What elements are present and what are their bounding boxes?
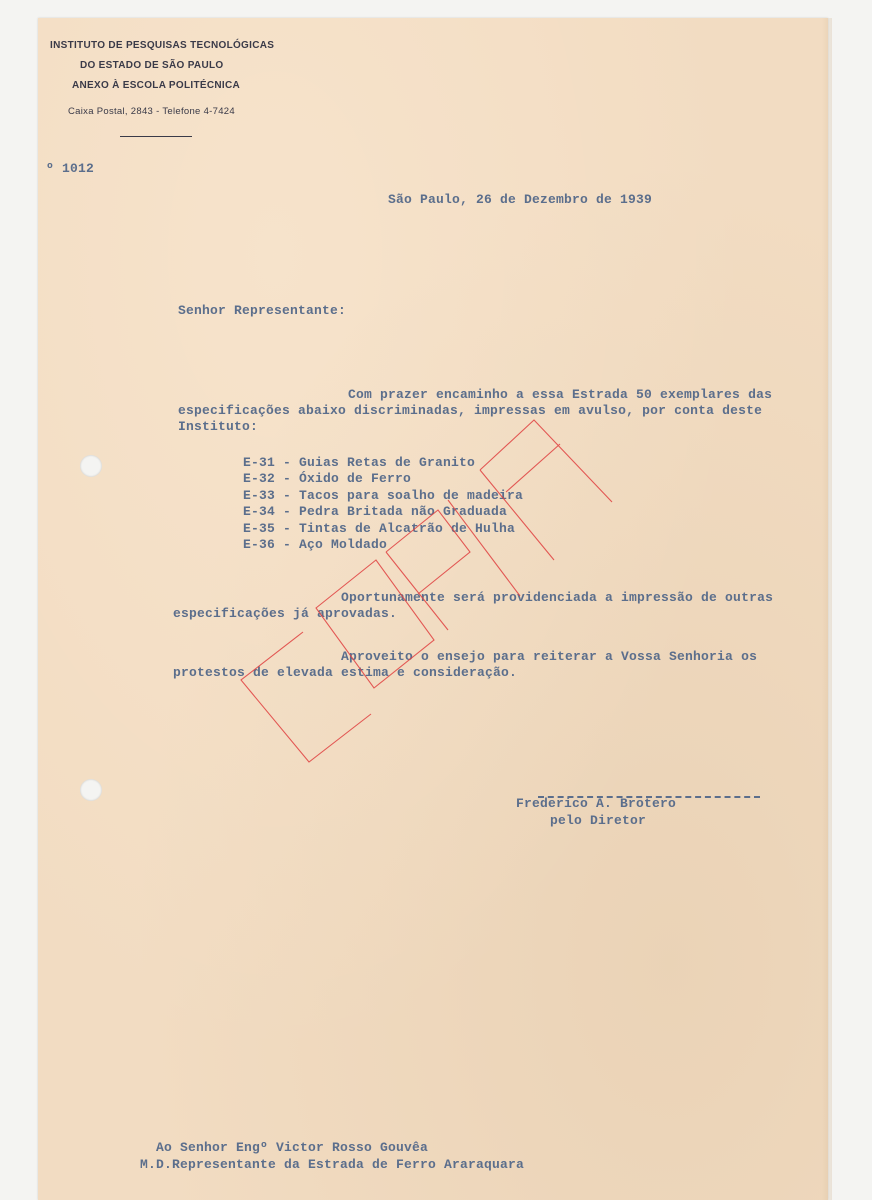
spec-item: E-34 - Pedra Britada não Graduada	[243, 504, 508, 519]
punch-hole	[80, 455, 102, 477]
salutation: Senhor Representante:	[178, 303, 347, 318]
spec-item: E-35 - Tintas de Alcatrão de Hulha	[243, 521, 516, 536]
addressee-line2: M.D.Representante da Estrada de Ferro Araraquara	[140, 1157, 525, 1172]
reference-number-row	[46, 161, 94, 177]
spec-item: E-36 - Aço Moldado	[243, 537, 388, 552]
paragraph2-line2: especificações já aprovadas.	[173, 606, 398, 621]
letter-date: São Paulo, 26 de Dezembro de 1939	[388, 192, 653, 207]
spec-item: E-31 - Guias Retas de Granito	[243, 455, 476, 470]
page-edge	[822, 18, 832, 1200]
paragraph1-line3: Instituto:	[178, 419, 259, 434]
punch-hole	[80, 779, 102, 801]
reference-mark: º	[46, 161, 63, 176]
signature-name: Frederico A. Brotero	[516, 796, 677, 811]
spec-item: E-32 - Óxido de Ferro	[243, 471, 412, 486]
spec-item: E-33 - Tacos para soalho de madeira	[243, 488, 524, 503]
paragraph3-line2: protestos de elevada estima e consideração.	[173, 665, 518, 680]
letterhead-state: DO ESTADO DE SÃO PAULO	[80, 60, 224, 71]
letterhead	[50, 36, 274, 122]
paragraph1-line2: especificações abaixo discriminadas, impressas em avulso, por conta deste	[178, 403, 763, 418]
paragraph3-line1: Aproveito o ensejo para reiterar a Vossa Senhoria os	[341, 649, 758, 664]
reference-number: 1012	[62, 161, 95, 176]
addressee-line1: Ao Senhor Engº Victor Rosso Gouvêa	[156, 1140, 429, 1155]
letterhead-institute: INSTITUTO DE PESQUISAS TECNOLÓGICAS	[50, 40, 275, 51]
letterhead-annex: ANEXO À ESCOLA POLITÉCNICA	[72, 80, 240, 91]
paragraph2-line1: Oportunamente será providenciada a impressão de outras	[341, 590, 774, 605]
paragraph1-line1: Com prazer encaminho a essa Estrada 50 exemplares das	[348, 387, 773, 402]
letterhead-contact: Caixa Postal, 2843 - Telefone 4-7424	[68, 106, 235, 117]
signature-title: pelo Diretor	[550, 813, 647, 828]
document-page	[38, 18, 828, 1200]
letterhead-rule	[120, 136, 192, 137]
